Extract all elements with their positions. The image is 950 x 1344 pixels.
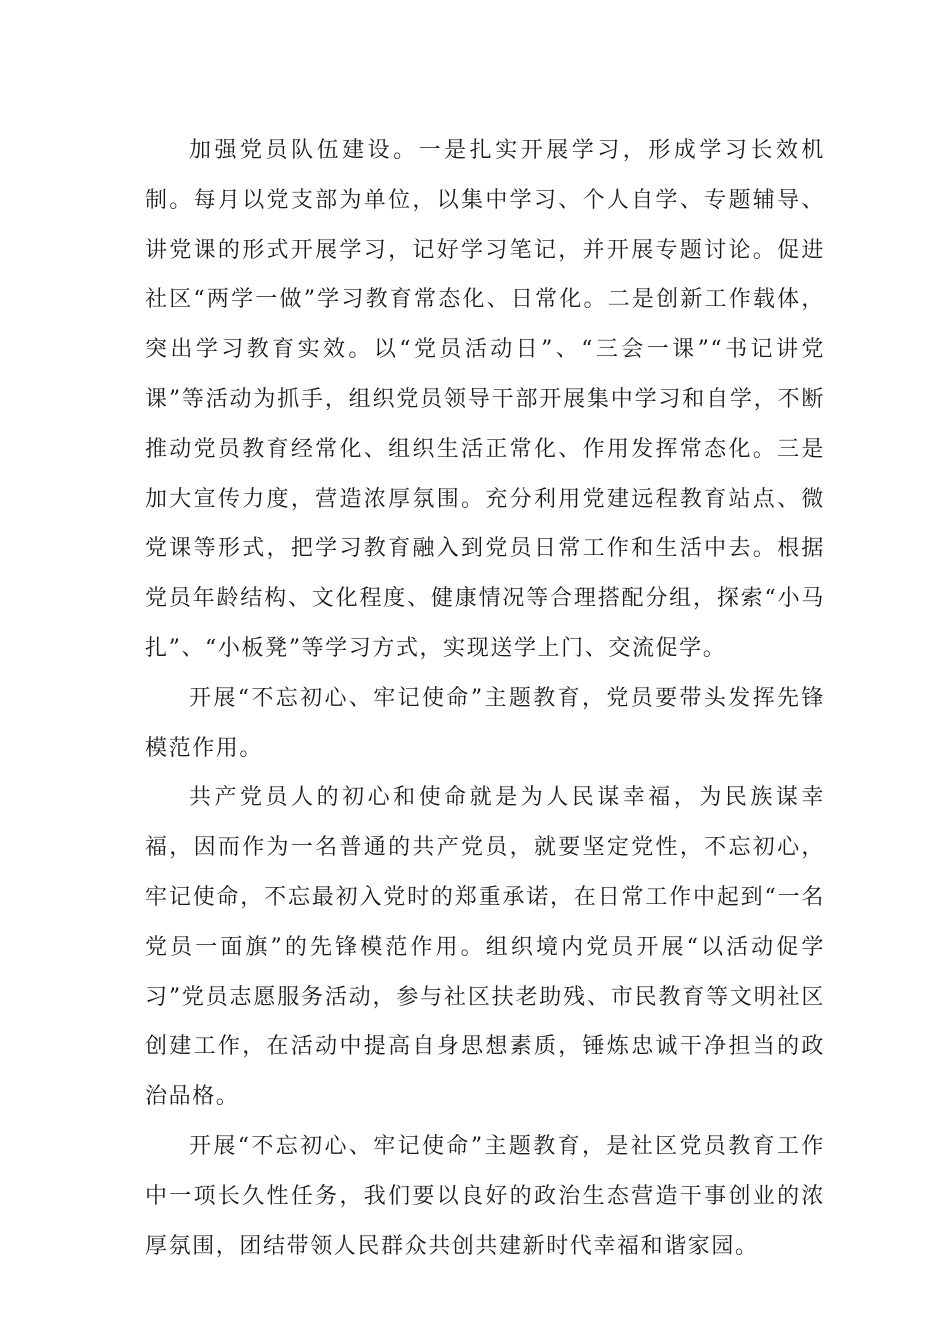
paragraph-party-team-building: 加强党员队伍建设。一是扎实开展学习，形成学习长效机制。每月以党支部为单位，以集中学习、个人自学、专题辅导、讲党课的形式开展学习，记好学习笔记，并开展专题讨论。促进社区“两学一做”学习教育常态化、日常化。二是创新工作载体，突出学习教育实效。以“党员活动日”、“三会一课”“书记讲党课”等活动为抓手，组织党员领导干部开展集中学习和自学，不断推动党员教育经常化、组织生活正常化、作用发挥常态化。三是加大宣传力度，营造浓厚氛围。充分利用党建远程教育站点、微党课等形式，把学习教育融入到党员日常工作和生活中去。根据党员年龄结构、文化程度、健康情况等合理搭配分组，探索“小马扎”、“小板凳”等学习方式，实现送学上门、交流促学。: [145, 138, 825, 661]
paragraph-original-aspiration: 共产党员人的初心和使命就是为人民谋幸福，为民族谋幸福，因而作为一名普通的共产党员，就要坚定党性，不忘初心，牢记使命，不忘最初入党时的郑重承诺，在日常工作中起到“一名党员一面旗”的先锋模范作用。组织境内党员开展“以活动促学习”党员志愿服务活动，参与社区扶老助残、市民教育等文明社区创建工作，在活动中提高自身思想素质，锤炼忠诚干净担当的政治品格。: [145, 785, 825, 1110]
document-body: [145, 126, 825, 1271]
paragraph-theme-education-vanguard: 开展“不忘初心、牢记使命”主题教育，党员要带头发挥先锋模范作用。: [145, 685, 825, 761]
paragraph-long-term-task: 开展“不忘初心、牢记使命”主题教育，是社区党员教育工作中一项长久性任务，我们要以良好的政治生态营造干事创业的浓厚氛围，团结带领人民群众共创共建新时代幸福和谐家园。: [145, 1133, 825, 1259]
